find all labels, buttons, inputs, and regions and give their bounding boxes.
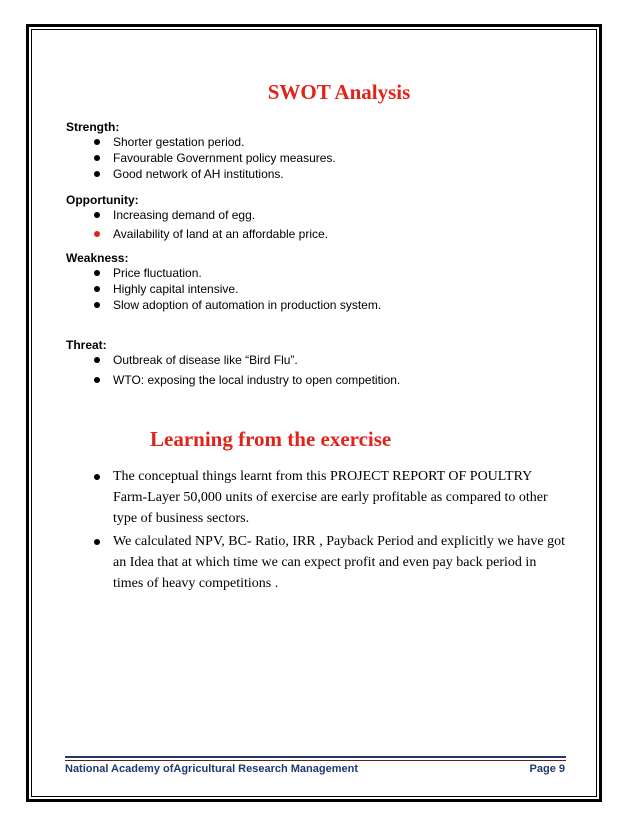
footer-rule [65,756,566,758]
bullet-icon [94,286,100,292]
bullet-icon [94,539,100,545]
strength-list [66,134,336,182]
weakness-list [66,265,381,313]
list-item: Favourable Government policy measures. [66,150,336,166]
list-item: Highly capital intensive. [66,281,381,297]
footer-organization: National Academy ofAgricultural Research Management [65,763,359,775]
learning-list [66,466,566,596]
list-item: Shorter gestation period. [66,134,336,150]
bullet-icon [94,357,100,363]
bullet-icon [94,212,100,218]
opportunity-label: Opportunity: [66,193,139,207]
opportunity-list [66,207,328,242]
bullet-icon [94,302,100,308]
threat-list [66,352,400,388]
list-item: Availability of land at an affordable price. [66,226,328,242]
list-item: Increasing demand of egg. [66,207,328,223]
bullet-icon [94,231,100,237]
list-item: Price fluctuation. [66,265,381,281]
list-item: Slow adoption of automation in production system. [66,297,381,313]
list-item: Good network of AH institutions. [66,166,336,182]
weakness-label: Weakness: [66,251,129,265]
strength-label: Strength: [66,120,120,134]
learning-title: Learning from the exercise [150,427,392,451]
footer-page-number: Page 9 [529,763,565,775]
list-item: WTO: exposing the local industry to open competition. [66,372,400,388]
bullet-icon [94,139,100,145]
footer-rule-secondary [65,760,566,761]
bullet-icon [94,377,100,383]
bullet-icon [94,155,100,161]
bullet-icon [94,474,100,480]
swot-title: SWOT Analysis [267,80,411,104]
list-item: The conceptual things learnt from this PROJECT REPORT OF POULTRY Farm-Layer 50,000 units of exercise are early profitable as compared to other type of business sectors. [66,466,566,529]
list-item: Outbreak of disease like “Bird Flu”. [66,352,400,368]
bullet-icon [94,171,100,177]
list-item: We calculated NPV, BC- Ratio, IRR , Payback Period and explicitly we have got an Idea that at which time we can expect profit and even pay back period in times of heavy competitions . [66,531,566,594]
bullet-icon [94,270,100,276]
threat-label: Threat: [66,338,107,352]
